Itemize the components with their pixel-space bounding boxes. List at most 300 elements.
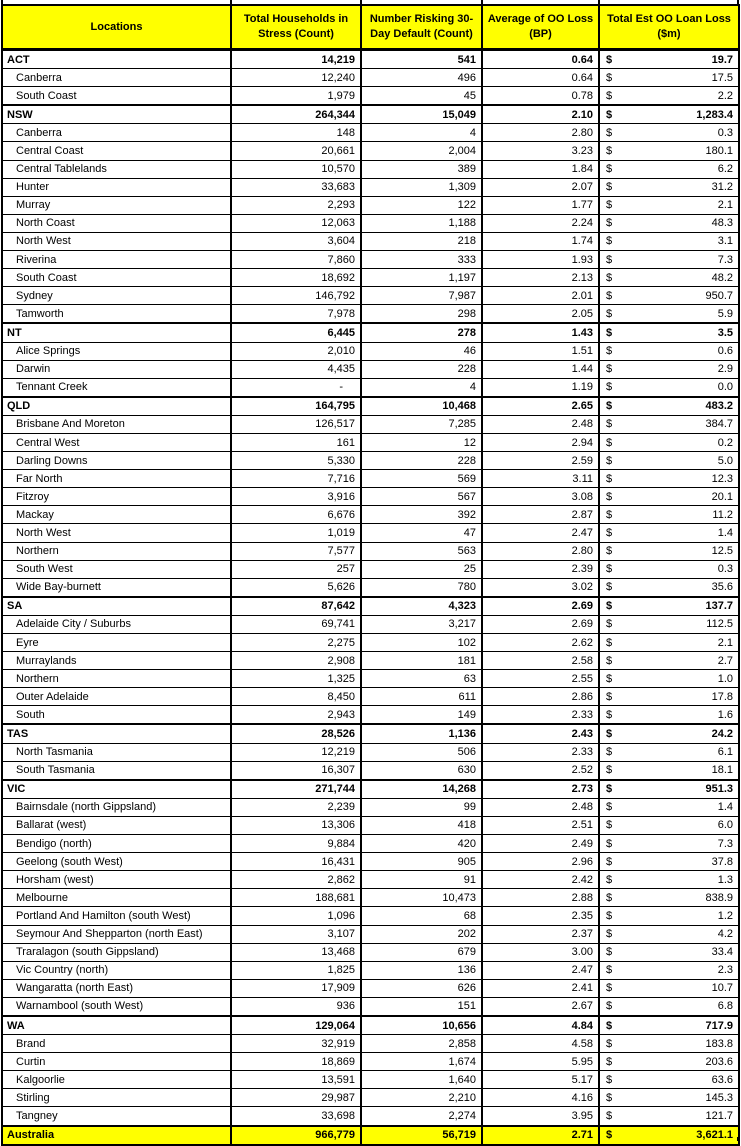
households-in-stress-cell: 16,307	[231, 761, 361, 780]
dollar-sign: $	[606, 1055, 613, 1068]
risking-default-cell: 12	[361, 433, 482, 451]
loan-loss-value: 950.7	[705, 289, 733, 302]
loan-loss-cell-content	[600, 799, 738, 816]
households-in-stress-cell: 164,795	[231, 397, 361, 416]
loan-loss-cell	[599, 160, 739, 178]
dollar-sign: $	[606, 1037, 613, 1050]
average-oo-loss-cell: 1.51	[482, 342, 599, 360]
households-in-stress-cell: 2,010	[231, 342, 361, 360]
average-oo-loss-cell: 3.95	[482, 1107, 599, 1126]
households-in-stress-cell: 9,884	[231, 835, 361, 853]
location-cell: Wangaratta (north East)	[2, 979, 231, 997]
dollar-sign: $	[606, 909, 613, 922]
table-row-region	[2, 506, 739, 524]
loan-loss-cell	[599, 724, 739, 743]
average-oo-loss-cell: 2.13	[482, 269, 599, 287]
location-cell: TAS	[2, 724, 231, 743]
risking-default-cell: 149	[361, 706, 482, 725]
table-row-region	[2, 142, 739, 160]
households-in-stress-cell: 936	[231, 997, 361, 1016]
risking-default-cell: 228	[361, 360, 482, 378]
dollar-sign: $	[606, 982, 613, 995]
loan-loss-value: 384.7	[705, 418, 733, 431]
loan-loss-cell-content	[600, 305, 738, 322]
loan-loss-value: 183.8	[705, 1037, 733, 1050]
households-in-stress-cell: 1,325	[231, 670, 361, 688]
table-row-region	[2, 360, 739, 378]
location-cell: Seymour And Shepparton (north East)	[2, 925, 231, 943]
average-oo-loss-cell: 2.73	[482, 780, 599, 799]
gridline-stub	[481, 0, 483, 4]
dollar-sign: $	[606, 71, 613, 84]
gridline-stub	[360, 1137, 362, 1141]
loan-loss-value: 2.1	[717, 636, 733, 649]
households-in-stress-cell: 3,107	[231, 925, 361, 943]
table-row-region	[2, 1071, 739, 1089]
loan-loss-value: 112.5	[706, 618, 733, 631]
average-oo-loss-cell: 2.35	[482, 907, 599, 925]
location-cell: Warnambool (south West)	[2, 997, 231, 1016]
loan-loss-cell-content	[600, 324, 738, 341]
risking-default-cell: 780	[361, 578, 482, 597]
households-in-stress-cell: 32,919	[231, 1035, 361, 1053]
loan-loss-cell	[599, 1016, 739, 1035]
average-oo-loss-cell: 2.62	[482, 634, 599, 652]
loan-loss-cell	[599, 542, 739, 560]
table-row-region	[2, 305, 739, 324]
table-row-region	[2, 415, 739, 433]
households-in-stress-cell: 146,792	[231, 287, 361, 305]
dollar-sign: $	[606, 289, 613, 302]
households-in-stress-cell: 7,860	[231, 251, 361, 269]
households-in-stress-cell: 271,744	[231, 780, 361, 799]
households-in-stress-cell: 69,741	[231, 615, 361, 633]
location-cell: Portland And Hamilton (south West)	[2, 907, 231, 925]
loan-loss-cell	[599, 761, 739, 780]
location-cell: Darwin	[2, 360, 231, 378]
dollar-sign: $	[606, 472, 613, 485]
loan-loss-value: 1.3	[717, 873, 733, 886]
table-row-region	[2, 943, 739, 961]
risking-default-cell: 4	[361, 124, 482, 142]
header-row	[2, 5, 739, 50]
location-cell: North Coast	[2, 214, 231, 232]
table-row-region	[2, 160, 739, 178]
loan-loss-cell	[599, 560, 739, 578]
loan-loss-cell	[599, 706, 739, 725]
loan-loss-cell	[599, 342, 739, 360]
households-in-stress-cell: 33,683	[231, 178, 361, 196]
average-oo-loss-cell: 0.64	[482, 69, 599, 87]
average-oo-loss-cell: 2.69	[482, 615, 599, 633]
table-row-state	[2, 323, 739, 342]
risking-default-cell: 420	[361, 835, 482, 853]
location-cell: Brisbane And Moreton	[2, 415, 231, 433]
average-oo-loss-cell: 3.11	[482, 470, 599, 488]
loan-loss-cell-content	[600, 1053, 738, 1070]
loan-loss-cell	[599, 1126, 739, 1145]
loan-loss-cell-content	[600, 598, 738, 615]
location-cell: Central Coast	[2, 142, 231, 160]
loan-loss-value: 203.6	[705, 1055, 733, 1068]
average-oo-loss-cell: 2.80	[482, 124, 599, 142]
average-oo-loss-cell: 2.51	[482, 816, 599, 834]
loan-loss-cell-content	[600, 998, 738, 1015]
location-cell: Adelaide City / Suburbs	[2, 615, 231, 633]
loan-loss-cell	[599, 251, 739, 269]
loan-loss-cell	[599, 452, 739, 470]
risking-default-cell: 122	[361, 196, 482, 214]
table-row-region	[2, 1107, 739, 1126]
risking-default-cell: 46	[361, 342, 482, 360]
table-row-region	[2, 542, 739, 560]
dollar-sign: $	[606, 181, 613, 194]
risking-default-cell: 2,274	[361, 1107, 482, 1126]
dollar-sign: $	[606, 801, 613, 814]
households-in-stress-cell: 1,979	[231, 87, 361, 106]
risking-default-cell: 1,640	[361, 1071, 482, 1089]
loan-loss-value: 6.0	[717, 819, 733, 832]
loan-loss-cell	[599, 1053, 739, 1071]
table-row-region	[2, 196, 739, 214]
location-cell: WA	[2, 1016, 231, 1035]
loan-loss-cell-content	[600, 470, 738, 487]
loan-loss-cell-content	[600, 434, 738, 451]
households-in-stress-cell: 3,916	[231, 488, 361, 506]
loan-loss-value: 1.4	[717, 801, 733, 814]
location-cell: Ballarat (west)	[2, 816, 231, 834]
average-oo-loss-cell: 1.74	[482, 232, 599, 250]
households-in-stress-cell: 5,626	[231, 578, 361, 597]
risking-default-cell: 3,217	[361, 615, 482, 633]
loan-loss-cell-content	[600, 1089, 738, 1106]
table-row-region	[2, 743, 739, 761]
loan-loss-value: 18.1	[711, 764, 733, 777]
risking-default-cell: 91	[361, 871, 482, 889]
loan-loss-cell	[599, 1089, 739, 1107]
average-oo-loss-cell: 2.69	[482, 597, 599, 616]
households-in-stress-cell: 2,293	[231, 196, 361, 214]
dollar-sign: $	[606, 253, 613, 266]
risking-default-cell: 102	[361, 634, 482, 652]
loan-loss-cell-content	[600, 725, 738, 742]
average-oo-loss-cell: 2.88	[482, 889, 599, 907]
risking-default-cell: 418	[361, 816, 482, 834]
households-in-stress-cell: 126,517	[231, 415, 361, 433]
location-cell: Horsham (west)	[2, 871, 231, 889]
dollar-sign: $	[606, 418, 613, 431]
loan-loss-cell-content	[600, 853, 738, 870]
location-cell: Darling Downs	[2, 452, 231, 470]
table-header	[2, 5, 739, 50]
risking-default-cell: 630	[361, 761, 482, 780]
loan-loss-cell	[599, 69, 739, 87]
average-oo-loss-cell: 2.94	[482, 433, 599, 451]
loan-loss-cell-content	[600, 944, 738, 961]
average-oo-loss-cell: 2.49	[482, 835, 599, 853]
dollar-sign: $	[606, 53, 613, 66]
dollar-sign: $	[606, 545, 613, 558]
loan-loss-value: 951.3	[705, 783, 733, 796]
dollar-sign: $	[606, 636, 613, 649]
loan-loss-cell	[599, 615, 739, 633]
loan-loss-cell	[599, 743, 739, 761]
location-cell: North West	[2, 524, 231, 542]
loan-loss-value: 20.1	[711, 490, 733, 503]
loan-loss-cell	[599, 323, 739, 342]
risking-default-cell: 392	[361, 506, 482, 524]
loan-loss-value: 7.3	[717, 253, 733, 266]
table-row-region	[2, 124, 739, 142]
loan-loss-value: 10.7	[711, 982, 733, 995]
column-header-total-est-loan-loss: Total Est OO Loan Loss ($m)	[599, 5, 739, 50]
households-in-stress-cell: 12,219	[231, 743, 361, 761]
households-in-stress-cell: 28,526	[231, 724, 361, 743]
table-row-region	[2, 979, 739, 997]
risking-default-cell: 151	[361, 997, 482, 1016]
table-row-region	[2, 1089, 739, 1107]
average-oo-loss-cell: 3.02	[482, 578, 599, 597]
dollar-sign: $	[606, 563, 613, 576]
loan-loss-cell	[599, 925, 739, 943]
dollar-sign: $	[606, 89, 613, 102]
dollar-sign: $	[606, 690, 613, 703]
households-in-stress-cell: 13,591	[231, 1071, 361, 1089]
loan-loss-value: 19.7	[711, 53, 733, 66]
loan-loss-value: 35.6	[711, 581, 733, 594]
loan-loss-cell	[599, 853, 739, 871]
households-in-stress-cell: 18,692	[231, 269, 361, 287]
risking-default-cell: 1,188	[361, 214, 482, 232]
loan-loss-cell-content	[600, 197, 738, 214]
average-oo-loss-cell: 4.84	[482, 1016, 599, 1035]
risking-default-cell: 15,049	[361, 105, 482, 124]
location-cell: Hunter	[2, 178, 231, 196]
average-oo-loss-cell: 2.42	[482, 871, 599, 889]
location-cell: North Tasmania	[2, 743, 231, 761]
gridline-stub	[1, 1137, 3, 1141]
loan-loss-cell	[599, 1035, 739, 1053]
location-cell: ACT	[2, 50, 231, 69]
loan-loss-cell-content	[600, 652, 738, 669]
loan-loss-cell-content	[600, 616, 738, 633]
average-oo-loss-cell: 2.58	[482, 652, 599, 670]
loan-loss-cell-content	[600, 561, 738, 578]
table-row-region	[2, 853, 739, 871]
loan-loss-value: 0.6	[717, 345, 733, 358]
loan-loss-cell	[599, 997, 739, 1016]
loan-loss-value: 31.2	[711, 181, 733, 194]
loan-loss-cell-content	[600, 1017, 738, 1034]
risking-default-cell: 2,004	[361, 142, 482, 160]
location-cell: Wide Bay-burnett	[2, 578, 231, 597]
dollar-sign: $	[606, 600, 613, 613]
table-row-region	[2, 670, 739, 688]
loan-loss-value: 17.8	[711, 690, 733, 703]
table-row-region	[2, 1035, 739, 1053]
dollar-sign: $	[606, 363, 613, 376]
risking-default-cell: 10,468	[361, 397, 482, 416]
average-oo-loss-cell: 2.59	[482, 452, 599, 470]
gridline-stub	[737, 1137, 739, 1141]
risking-default-cell: 1,674	[361, 1053, 482, 1071]
loan-loss-cell-content	[600, 962, 738, 979]
location-cell: Eyre	[2, 634, 231, 652]
average-oo-loss-cell: 5.17	[482, 1071, 599, 1089]
loan-loss-value: 17.5	[711, 71, 733, 84]
risking-default-cell: 47	[361, 524, 482, 542]
loan-loss-value: 145.3	[705, 1091, 733, 1104]
loan-loss-cell	[599, 87, 739, 106]
dollar-sign: $	[606, 618, 613, 631]
loan-loss-cell-content	[600, 488, 738, 505]
loan-loss-cell-content	[600, 124, 738, 141]
location-cell: South West	[2, 560, 231, 578]
households-in-stress-cell: 5,330	[231, 452, 361, 470]
average-oo-loss-cell: 2.67	[482, 997, 599, 1016]
loan-loss-value: 4.2	[717, 928, 733, 941]
average-oo-loss-cell: 3.08	[482, 488, 599, 506]
households-in-stress-cell: 29,987	[231, 1089, 361, 1107]
loan-loss-value: 1.2	[717, 909, 733, 922]
loan-loss-cell-content	[600, 1071, 738, 1088]
loan-loss-cell-content	[600, 506, 738, 523]
location-cell: Alice Springs	[2, 342, 231, 360]
average-oo-loss-cell: 2.01	[482, 287, 599, 305]
loan-loss-value: 0.2	[717, 436, 733, 449]
loan-loss-cell-content	[600, 579, 738, 596]
dollar-sign: $	[606, 307, 613, 320]
risking-default-cell: 10,656	[361, 1016, 482, 1035]
households-in-stress-cell: 12,063	[231, 214, 361, 232]
gridline-stub	[598, 0, 600, 4]
loan-loss-cell-content	[600, 688, 738, 705]
location-cell: Australia	[2, 1126, 231, 1145]
average-oo-loss-cell: 1.77	[482, 196, 599, 214]
average-oo-loss-cell: 2.41	[482, 979, 599, 997]
table-row-state	[2, 780, 739, 799]
loan-loss-value: 3,621.1	[696, 1129, 733, 1142]
average-oo-loss-cell: 0.78	[482, 87, 599, 106]
location-cell: Canberra	[2, 69, 231, 87]
risking-default-cell: 45	[361, 87, 482, 106]
location-cell: Northern	[2, 670, 231, 688]
loan-loss-value: 1,283.4	[696, 108, 733, 121]
location-cell: QLD	[2, 397, 231, 416]
dollar-sign: $	[606, 217, 613, 230]
average-oo-loss-cell: 2.05	[482, 305, 599, 324]
households-in-stress-cell: 16,431	[231, 853, 361, 871]
risking-default-cell: 626	[361, 979, 482, 997]
table-row-region	[2, 688, 739, 706]
dollar-sign: $	[606, 526, 613, 539]
loan-loss-cell	[599, 652, 739, 670]
loan-loss-value: 48.2	[711, 271, 733, 284]
loan-loss-cell-content	[600, 835, 738, 852]
location-cell: Far North	[2, 470, 231, 488]
table-row-region	[2, 178, 739, 196]
households-in-stress-cell: 2,862	[231, 871, 361, 889]
average-oo-loss-cell: 2.87	[482, 506, 599, 524]
loan-loss-cell	[599, 1071, 739, 1089]
column-header-risking-default: Number Risking 30-Day Default (Count)	[361, 5, 482, 50]
risking-default-cell: 56,719	[361, 1126, 482, 1145]
location-cell: Sydney	[2, 287, 231, 305]
risking-default-cell: 4	[361, 378, 482, 397]
dollar-sign: $	[606, 145, 613, 158]
loan-loss-cell-content	[600, 1107, 738, 1124]
loan-loss-cell-content	[600, 379, 738, 396]
average-oo-loss-cell: 1.44	[482, 360, 599, 378]
dollar-sign: $	[606, 837, 613, 850]
location-cell: Geelong (south West)	[2, 853, 231, 871]
households-in-stress-cell: 7,716	[231, 470, 361, 488]
loan-loss-cell	[599, 378, 739, 397]
risking-default-cell: 14,268	[361, 780, 482, 799]
dollar-sign: $	[606, 126, 613, 139]
households-in-stress-cell: 264,344	[231, 105, 361, 124]
average-oo-loss-cell: 1.19	[482, 378, 599, 397]
gridline-stub	[481, 1137, 483, 1141]
table-row-region	[2, 214, 739, 232]
households-in-stress-cell: 13,306	[231, 816, 361, 834]
loan-loss-cell	[599, 578, 739, 597]
average-oo-loss-cell: 3.23	[482, 142, 599, 160]
risking-default-cell: 679	[361, 943, 482, 961]
location-cell: Stirling	[2, 1089, 231, 1107]
loan-loss-cell-content	[600, 343, 738, 360]
dollar-sign: $	[606, 400, 613, 413]
households-in-stress-cell: 13,468	[231, 943, 361, 961]
loan-loss-value: 0.3	[717, 126, 733, 139]
average-oo-loss-cell: 4.58	[482, 1035, 599, 1053]
table-row-region	[2, 433, 739, 451]
risking-default-cell: 228	[361, 452, 482, 470]
loan-loss-value: 180.1	[705, 145, 733, 158]
households-in-stress-cell: 20,661	[231, 142, 361, 160]
loan-loss-cell	[599, 214, 739, 232]
loan-loss-value: 11.2	[712, 508, 733, 521]
risking-default-cell: 202	[361, 925, 482, 943]
loan-loss-cell	[599, 835, 739, 853]
dollar-sign: $	[606, 581, 613, 594]
risking-default-cell: 541	[361, 50, 482, 69]
average-oo-loss-cell: 2.48	[482, 798, 599, 816]
loan-loss-cell	[599, 305, 739, 324]
risking-default-cell: 298	[361, 305, 482, 324]
loan-loss-value: 6.1	[717, 746, 733, 759]
average-oo-loss-cell: 2.48	[482, 415, 599, 433]
location-cell: NSW	[2, 105, 231, 124]
average-oo-loss-cell: 0.64	[482, 50, 599, 69]
loan-loss-cell	[599, 670, 739, 688]
loan-loss-cell-content	[600, 817, 738, 834]
loan-loss-cell	[599, 287, 739, 305]
location-cell: Riverina	[2, 251, 231, 269]
risking-default-cell: 136	[361, 961, 482, 979]
loan-loss-value: 33.4	[711, 946, 733, 959]
loan-loss-cell	[599, 488, 739, 506]
loan-loss-value: 1.6	[717, 708, 733, 721]
loan-loss-value: 717.9	[705, 1019, 733, 1032]
risking-default-cell: 1,136	[361, 724, 482, 743]
risking-default-cell: 563	[361, 542, 482, 560]
gridline-stub	[230, 0, 232, 4]
location-cell: Fitzroy	[2, 488, 231, 506]
households-in-stress-cell: 12,240	[231, 69, 361, 87]
loan-loss-value: 7.3	[717, 837, 733, 850]
households-in-stress-cell: 188,681	[231, 889, 361, 907]
